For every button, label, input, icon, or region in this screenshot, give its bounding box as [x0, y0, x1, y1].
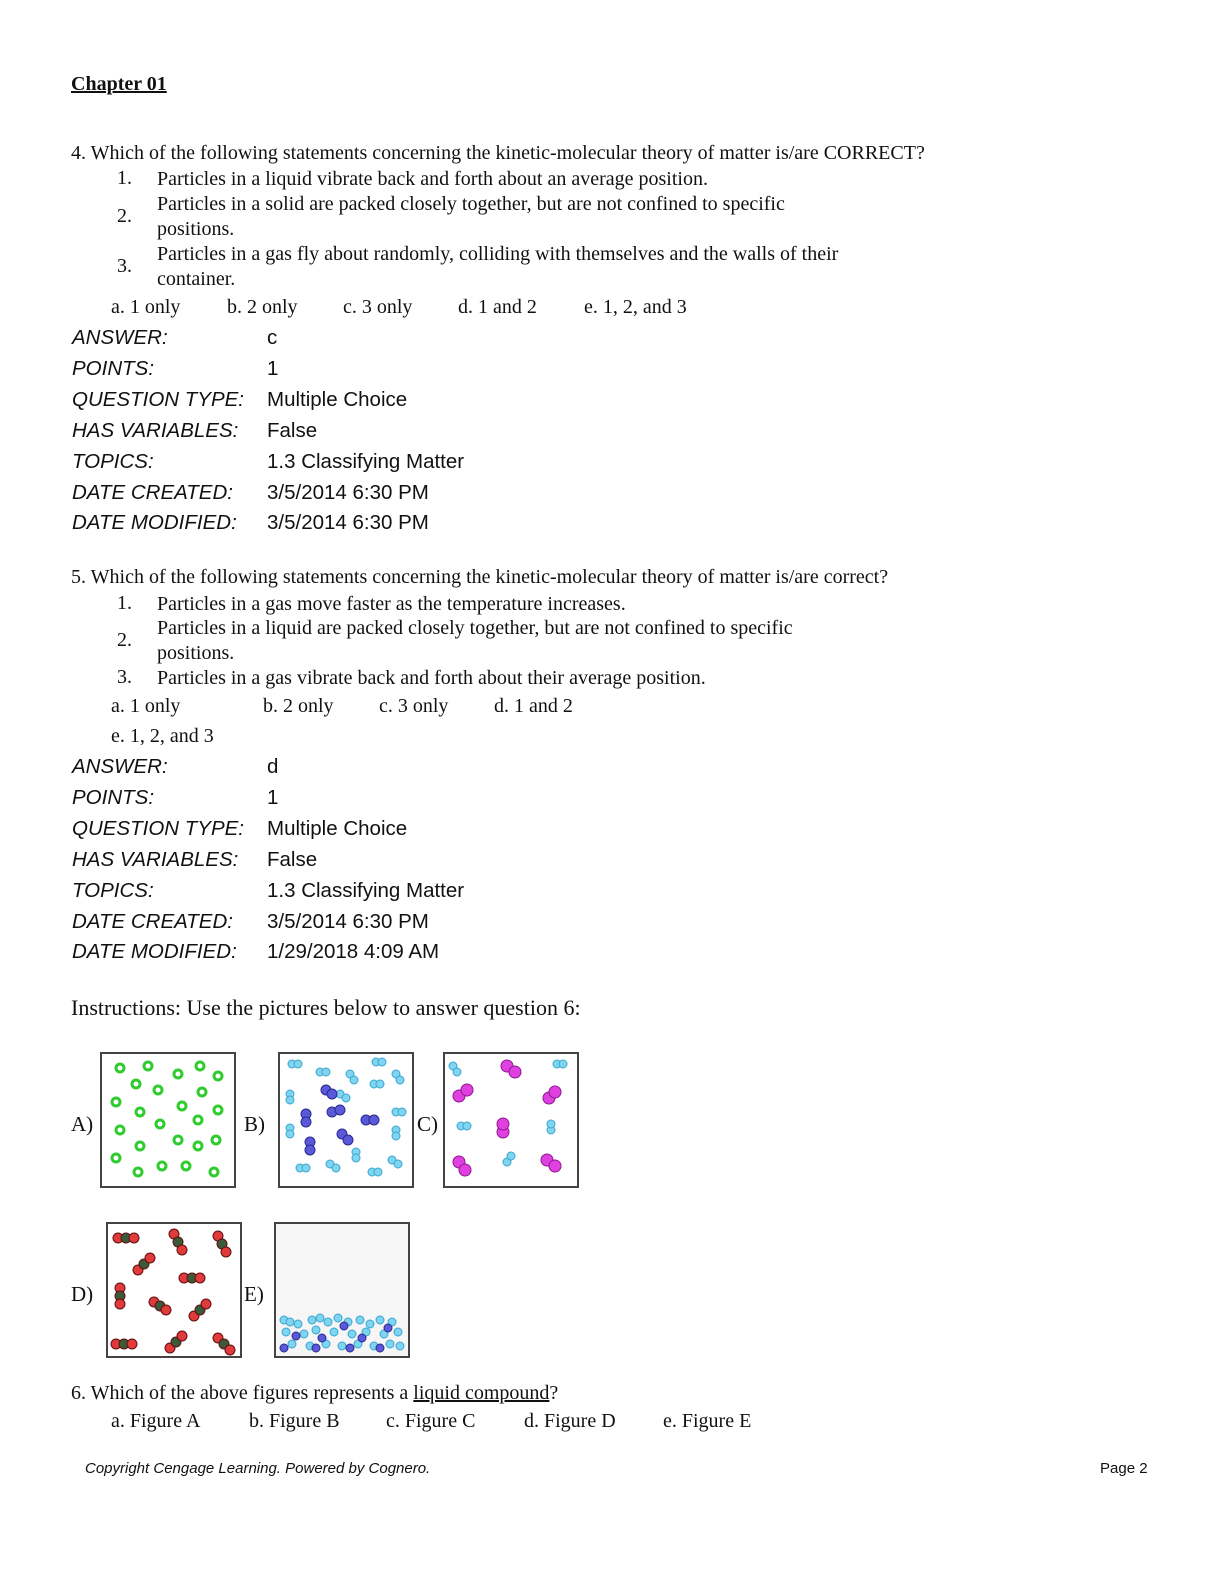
q4-created-value: 3/5/2014 6:30 PM — [267, 481, 429, 504]
figure-a-box — [100, 1052, 236, 1188]
q5-choice-e: e. 1, 2, and 3 — [111, 725, 214, 747]
q4-choice-b: b. 2 only — [227, 296, 298, 318]
q5-statement-number: 2. — [117, 629, 132, 651]
q4-points-label: POINTS: — [72, 357, 155, 380]
q6-stem-pre: 6. Which of the above figures represents a — [71, 1382, 414, 1404]
chapter-title: Chapter 01 — [71, 73, 167, 95]
q6-stem-post: ? — [549, 1382, 559, 1404]
q6-choice-c: c. Figure C — [386, 1410, 476, 1432]
q4-modified-value: 3/5/2014 6:30 PM — [267, 511, 429, 534]
q4-choice-c: c. 3 only — [343, 296, 413, 318]
q5-statement-text: Particles in a liquid are packed closely together, but are not confined to specific positions. — [157, 617, 793, 664]
q5-hasvars-value: False — [267, 848, 318, 871]
figure-d-label: D) — [71, 1282, 94, 1306]
figure-c-box — [443, 1052, 579, 1188]
q5-topics-label: TOPICS: — [72, 879, 154, 902]
q4-answer-value: c — [267, 326, 278, 349]
q4-statement-number: 2. — [117, 205, 132, 227]
q5-topics-value: 1.3 Classifying Matter — [267, 879, 465, 902]
q4-created-label: DATE CREATED: — [72, 481, 233, 504]
figure-a-label: A) — [71, 1112, 94, 1136]
q4-modified-label: DATE MODIFIED: — [72, 511, 237, 534]
q4-hasvars-value: False — [267, 419, 318, 442]
figure-d-box — [106, 1222, 242, 1358]
q6-choice-d: d. Figure D — [524, 1410, 616, 1432]
figure-d-particles — [108, 1224, 240, 1356]
q5-choice-d: d. 1 and 2 — [494, 695, 573, 717]
q5-modified-value: 1/29/2018 4:09 AM — [267, 940, 440, 963]
q4-qtype-label: QUESTION TYPE: — [72, 388, 244, 411]
q4-hasvars-label: HAS VARIABLES: — [72, 419, 239, 442]
q5-choice-c: c. 3 only — [379, 695, 449, 717]
q5-modified-label: DATE MODIFIED: — [72, 940, 237, 963]
q5-created-label: DATE CREATED: — [72, 910, 233, 933]
q5-statement-number: 3. — [117, 666, 132, 688]
footer-page-number: Page 2 — [1100, 1460, 1148, 1477]
figure-e-box — [274, 1222, 410, 1358]
q5-answer-value: d — [267, 755, 279, 778]
q4-statement-number: 3. — [117, 255, 132, 277]
q4-statement-number: 1. — [117, 167, 132, 189]
q6-choice-e: e. Figure E — [663, 1410, 752, 1432]
q4-topics-value: 1.3 Classifying Matter — [267, 450, 465, 473]
q6-stem-underlined: liquid compound — [413, 1382, 550, 1404]
question-4-stem: 4. Which of the following statements concerning the kinetic-molecular theory of matter is/are CORRECT? — [71, 142, 925, 164]
q6-choice-a: a. Figure A — [111, 1410, 201, 1432]
q4-choice-a: a. 1 only — [111, 296, 181, 318]
q5-choice-b: b. 2 only — [263, 695, 334, 717]
figure-e-label: E) — [244, 1282, 264, 1306]
figure-a-particles — [102, 1054, 234, 1186]
q5-statement-text: Particles in a gas vibrate back and forth about their average position. — [157, 667, 706, 689]
q5-statement-number: 1. — [117, 592, 132, 614]
figure-c-particles — [445, 1054, 577, 1186]
footer-copyright: Copyright Cengage Learning. Powered by Cognero. — [85, 1460, 431, 1477]
q4-statement-text: Particles in a gas fly about randomly, colliding with themselves and the walls of their container. — [157, 243, 839, 290]
question-6-stem — [71, 1382, 558, 1405]
q4-statement-text: Particles in a liquid vibrate back and forth about an average position. — [157, 168, 708, 190]
figure-b-particles — [280, 1054, 412, 1186]
q5-points-label: POINTS: — [72, 786, 155, 809]
figure-b-label: B) — [244, 1112, 265, 1136]
q5-choice-a: a. 1 only — [111, 695, 181, 717]
q4-topics-label: TOPICS: — [72, 450, 154, 473]
figure-c-label: C) — [417, 1112, 438, 1136]
q4-qtype-value: Multiple Choice — [267, 388, 408, 411]
figure-b-box — [278, 1052, 414, 1188]
q5-qtype-value: Multiple Choice — [267, 817, 408, 840]
q5-points-value: 1 — [267, 786, 279, 809]
q5-answer-label: ANSWER: — [72, 755, 168, 778]
instructions-text: Instructions: Use the pictures below to answer question 6: — [71, 995, 581, 1020]
q6-choice-b: b. Figure B — [249, 1410, 340, 1432]
question-5-stem: 5. Which of the following statements concerning the kinetic-molecular theory of matter is/are correct? — [71, 566, 889, 588]
q4-answer-label: ANSWER: — [72, 326, 168, 349]
figure-e-particles — [276, 1224, 408, 1356]
q4-statement-text: Particles in a solid are packed closely together, but are not confined to specific positions. — [157, 193, 785, 240]
q5-created-value: 3/5/2014 6:30 PM — [267, 910, 429, 933]
q5-statement-text: Particles in a gas move faster as the temperature increases. — [157, 593, 626, 615]
q4-points-value: 1 — [267, 357, 279, 380]
q4-choice-e: e. 1, 2, and 3 — [584, 296, 687, 318]
q4-choice-d: d. 1 and 2 — [458, 296, 537, 318]
q5-qtype-label: QUESTION TYPE: — [72, 817, 244, 840]
q5-hasvars-label: HAS VARIABLES: — [72, 848, 239, 871]
